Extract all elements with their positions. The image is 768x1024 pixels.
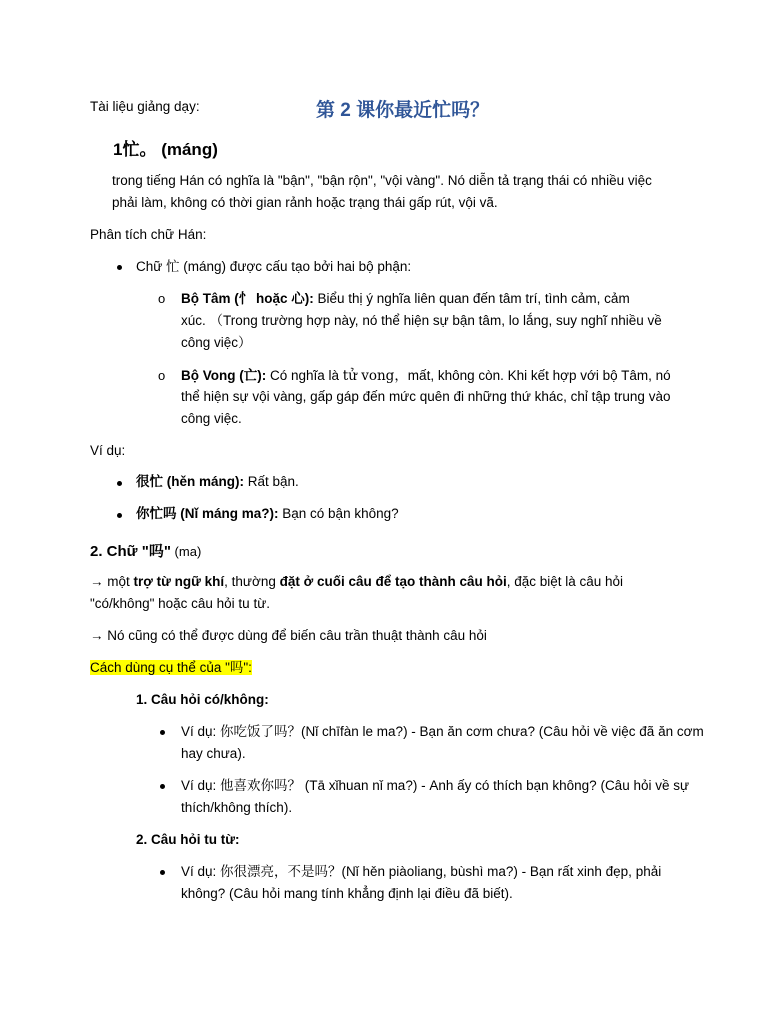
- analysis-label: Phân tích chữ Hán:: [90, 227, 207, 242]
- sub-bullet-vong-text-b: tử vong: [342, 368, 395, 384]
- sub-bullet-tam: [181, 288, 630, 310]
- bullet-marker: [160, 784, 165, 789]
- usage-item-1: 1. Câu hỏi có/không:: [136, 692, 269, 707]
- sub-bullet-marker: o: [158, 368, 166, 383]
- usage-label: [90, 657, 252, 679]
- section2-heading-pinyin: (ma): [170, 544, 202, 559]
- sub-bullet-tam-line3: công việc）: [181, 335, 252, 350]
- example-1-meaning: Rất bận.: [244, 474, 299, 489]
- example-1-term: 很忙 (hěn máng):: [136, 474, 244, 489]
- sub-bullet-tam-text: Biểu thị ý nghĩa liên quan đến tâm trí, tình cảm, cảm: [313, 291, 630, 306]
- bullet-marker: [117, 265, 122, 270]
- section1-heading: [113, 135, 218, 160]
- usage-1-example-1: Ví dụ: 你吃饭了吗？(Nǐ chīfàn le ma?) - Bạn ăn cơm chưa? (Câu hỏi về việc đã ăn cơm: [181, 724, 704, 739]
- doc-label: Tài liệu giảng dạy:: [90, 99, 200, 114]
- bullet-marker: [117, 513, 122, 518]
- example-label: Ví dụ:: [90, 443, 126, 458]
- sub-bullet-tam-title: Bộ Tâm (忄 hoặc 心):: [181, 291, 314, 306]
- intro-line-2: phải làm, không có thời gian rảnh hoặc trạng thái gấp rút, vội vã.: [112, 195, 498, 210]
- section2-para-1-a: → một: [90, 574, 134, 589]
- usage-2-example-1-line2: không? (Câu hỏi mang tính khẳng định lại điều đã biết).: [181, 886, 513, 901]
- example-2-meaning: Bạn có bận không?: [278, 506, 399, 521]
- sub-bullet-vong: [181, 365, 671, 387]
- sub-bullet-vong-text-a: Có nghĩa là: [266, 368, 343, 383]
- bullet-marker: [160, 730, 165, 735]
- section2-heading: [90, 540, 201, 561]
- usage-1-example-2-line2: thích/không thích).: [181, 800, 293, 815]
- sub-bullet-tam-line2: xúc. （Trong trường hợp này, nó thể hiện sự bận tâm, lo lắng, suy nghĩ nhiều về: [181, 313, 662, 328]
- usage-1-example-2: Ví dụ: 他喜欢你吗？ (Tā xǐhuan nǐ ma?) - Anh ấy có thích bạn không? (Câu hỏi về sự: [181, 778, 690, 793]
- sub-bullet-vong-text-c: ，mất, không còn. Khi kết hợp với bộ Tâm, nó: [394, 368, 671, 383]
- section2-para-2: → Nó cũng có thể được dùng để biến câu trần thuật thành câu hỏi: [90, 628, 487, 643]
- usage-label-highlight: Cách dùng cụ thể của "吗":: [90, 660, 252, 675]
- sub-bullet-vong-line3: công việc.: [181, 411, 242, 426]
- bullet-structure: Chữ 忙 (máng) được cấu tạo bởi hai bộ phận:: [136, 259, 412, 274]
- page-title: 第 2 课你最近忙吗？: [316, 100, 490, 121]
- section1-heading-char: 忙。: [122, 140, 157, 159]
- section2-para-1-c: , thường: [224, 574, 280, 589]
- bullet-marker: [160, 870, 165, 875]
- bullet-marker: [117, 481, 122, 486]
- section2-heading-text: 2. Chữ "吗": [90, 543, 171, 560]
- section2-para-1-d: đặt ở cuối câu để tạo thành câu hỏi: [279, 574, 507, 589]
- section2-para-1-b: trợ từ ngữ khí: [133, 574, 225, 589]
- section1-heading-pinyin: (máng): [161, 140, 218, 159]
- sub-bullet-vong-title: Bộ Vong (亡):: [181, 368, 267, 383]
- section2-para-1: [90, 571, 623, 593]
- usage-1-example-1-line2: hay chưa).: [181, 746, 246, 761]
- section2-para-1-line2: "có/không" hoặc câu hỏi tu từ.: [90, 596, 270, 611]
- usage-item-2: 2. Câu hỏi tu từ:: [136, 832, 240, 847]
- usage-2-example-1: Ví dụ: 你很漂亮，不是吗？(Nǐ hěn piàoliang, bùshì ma?) - Bạn rất xinh đẹp, phải: [181, 864, 662, 879]
- example-1: [136, 471, 299, 493]
- section2-para-1-e: , đặc biệt là câu hỏi: [506, 574, 624, 589]
- example-2: [136, 503, 399, 525]
- sub-bullet-vong-line2: thể hiện sự vội vàng, gấp gáp đến mức quên đi những thứ khác, chỉ tập trung vào: [181, 389, 671, 404]
- intro-line-1: trong tiếng Hán có nghĩa là "bận", "bận rộn", "vội vàng". Nó diễn tả trạng thái có nhiều việc: [112, 173, 652, 188]
- sub-bullet-marker: o: [158, 291, 166, 306]
- example-2-term: 你忙吗 (Nǐ máng ma?):: [136, 506, 279, 521]
- section1-heading-num: 1: [113, 140, 123, 159]
